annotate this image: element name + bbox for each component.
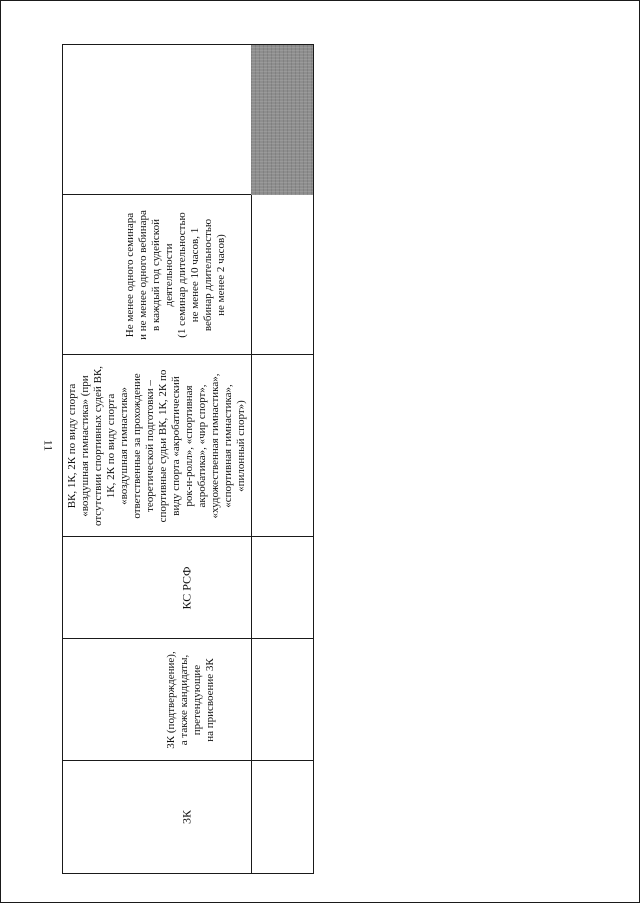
responsible-judges-text: ВК, 1К, 2К по виду спорта «воздушная гимнастика» (при отсутствии спортивных судей ВК, 1К, 2К по виду спорта «воздушная гимнастика» ответственные за прохождение теоретической подготовки – спортивные судьи ВК, 1К, 2К по виду спорта «акробатический рок-н-ролл», «спортивная акробатика», «чир спорт», «художественная гимнастика», «спортивная гимнастика», «пилонный спорт») (66, 365, 247, 526)
page-number: 11 (41, 439, 56, 452)
requirement-text: Не менее одного семинара и не менее одного вебинара в каждый год судейской деятельности (1 семинар длительностью не менее 10 часов, 1 вебинар длительностью не менее 2 часов) (124, 209, 227, 340)
qualification-table (62, 44, 314, 874)
qualification-text: 3К (179, 809, 194, 825)
qualification-cell (63, 761, 313, 873)
shaded-cell (63, 45, 313, 195)
responsible-judges-cell (63, 355, 313, 537)
eligibility-cell (63, 639, 313, 761)
organizer-cell (63, 537, 313, 639)
requirement-cell (63, 195, 313, 355)
shaded-scan-area (251, 45, 313, 195)
organizer-text: КС РСФ (179, 565, 194, 610)
eligibility-text: 3К (подтверждение), а также кандидаты, претендующие на присвоение 3К (165, 650, 216, 749)
